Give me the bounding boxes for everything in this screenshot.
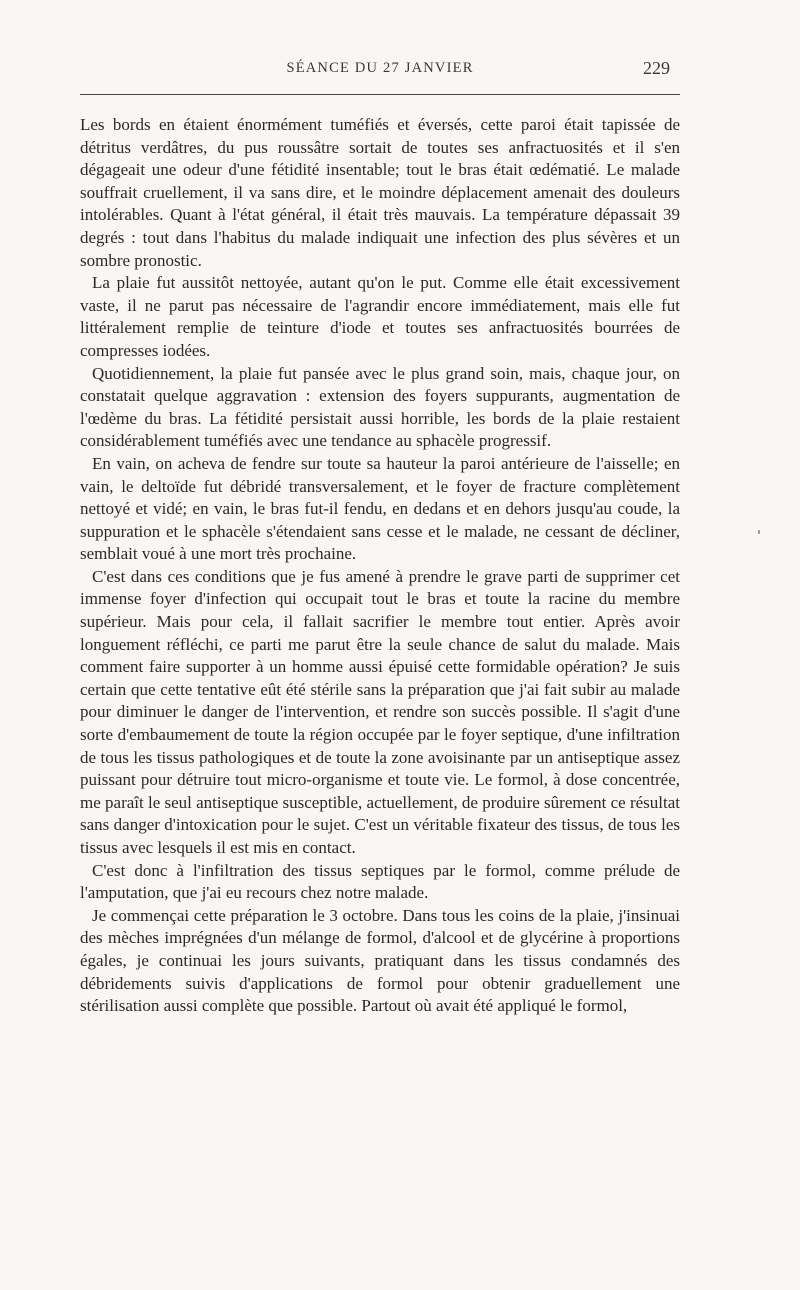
body-text bbox=[80, 114, 680, 1018]
paragraph-1: Les bords en étaient énormément tuméfiés et éversés, cette paroi était tapissée de détritus verdâtres, du pus roussâtre sortait de toutes ses anfractuosités et il s'en dégageait une odeur d'une fétidité insentable; tout le bras était œdématié. Le malade souffrait cruellement, il va sans dire, et le moindre déplacement amenait des douleurs intolérables. Quant à l'état général, il était très mauvais. La température dépassait 39 degrés : tout dans l'habitus du malade indiquait une infection des plus sévères et un sombre pronostic. bbox=[80, 115, 680, 270]
paragraph-5: C'est dans ces conditions que je fus amené à prendre le grave parti de supprimer cet immense foyer d'infection qui occupait tout le bras et toute la racine du membre supérieur. Mais pour cela, il fallait sacrifier le membre tout entier. Après avoir longuement réfléchi, ce parti me parut être la seule chance de salut du malade. Mais comment faire supporter à un homme aussi épuisé cette formidable opération? Je suis certain que cette tentative eût été stérile sans la préparation que j'ai fait subir au malade pour diminuer le danger de l'intervention, et rendre son succès possible. Il s'agit d'une sorte d'embaumement de toute la région occupée par le foyer septique, d'une infiltration de tous les tissus pathologiques et de toute la zone avoisinante par un antiseptique assez puissant pour détruire tout micro-organisme et toute vie. Le formol, à dose concentrée, me paraît le seul antiseptique susceptible, actuellement, de produire sûrement ce résultat sans danger d'intoxication pour le sujet. C'est un véritable fixateur des tissus, de tous les tissus avec lesquels il est mis en contact. bbox=[80, 566, 680, 857]
paragraph-6: C'est donc à l'infiltration des tissus septiques par le formol, comme prélude de l'amputation, que j'ai eu recours chez notre malade. bbox=[80, 860, 680, 903]
page-number: 229 bbox=[643, 58, 670, 78]
header-rule bbox=[80, 94, 680, 95]
running-head bbox=[80, 60, 680, 84]
paragraph-4: En vain, on acheva de fendre sur toute sa hauteur la paroi antérieure de l'aisselle; en vain, le deltoïde fut débridé transversalement, et le foyer de fracture complètement nettoyé et vidé; en vain, le bras fut-il fendu, en dedans et en dehors jusqu'au coude, la suppuration et le sphacèle s'étendaient sans cesse et le malade, ne cessant de décliner, semblait voué à une mort très prochaine. bbox=[80, 453, 680, 564]
paragraph-7: Je commençai cette préparation le 3 octobre. Dans tous les coins de la plaie, j'insinuai des mèches imprégnées d'un mélange de formol, d'alcool et de glycérine à proportions égales, je continuai les jours suivants, pratiquant dans les tissus condamnés des débridements suivis d'applications de formol pour obtenir graduellement une stérilisation aussi complète que possible. Partout où avait été appliqué le formol, bbox=[80, 905, 680, 1016]
paragraph-2: La plaie fut aussitôt nettoyée, autant qu'on le put. Comme elle était excessivement vaste, il ne parut pas nécessaire de l'agrandir encore immédiatement, mais elle fut littéralement remplie de teinture d'iode et toutes ses anfractuosités bourrées de compresses iodées. bbox=[80, 273, 680, 360]
paragraph-3: Quotidiennement, la plaie fut pansée avec le plus grand soin, mais, chaque jour, on constatait quelque aggravation : extension des foyers suppurants, augmentation de l'œdème du bras. La fétidité persistait aussi horrible, les bords de la plaie restaient considérablement tuméfiés avec une tendance au sphacèle progressif. bbox=[80, 363, 680, 451]
margin-speck bbox=[758, 530, 760, 534]
running-title: SÉANCE DU 27 JANVIER bbox=[286, 60, 474, 76]
